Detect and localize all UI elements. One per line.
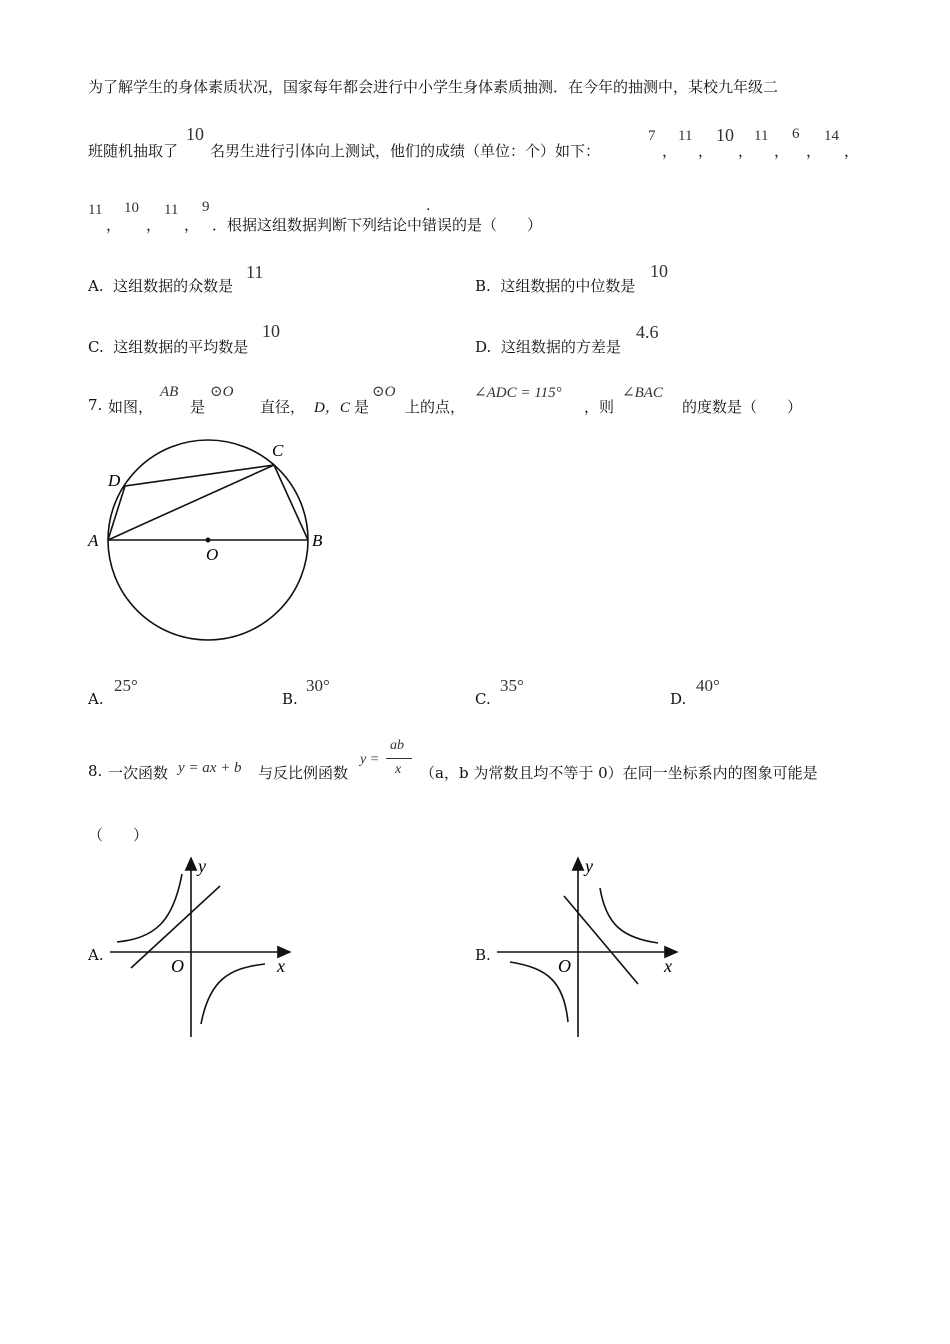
q6-score: 10 [716, 125, 734, 145]
q6-score: 6 [792, 126, 800, 142]
q8-graph-b[interactable] [492, 852, 692, 1042]
q7-ab: AB [160, 384, 179, 400]
q8-f1: y = ax + b [178, 760, 242, 776]
q8-graph-a[interactable] [105, 852, 305, 1042]
q6-line3-post [212, 214, 542, 235]
label-a: A [88, 531, 99, 550]
q6-line3-text: ．根据这组数据判断下列结论中 [212, 216, 423, 234]
q6-line1: 为了解学生的身体素质状况，国家每年都会进行中小学生身体素质抽测．在今年的抽测中，某校九年级二 [88, 78, 779, 96]
q7-circle-figure [80, 430, 340, 650]
q7-dc: D，C [314, 400, 350, 416]
q7-option-a-label[interactable]: A. [88, 690, 104, 708]
q6-sep: ， [698, 142, 714, 160]
option-label: B. [475, 277, 491, 295]
q8-num: 8. [88, 762, 103, 780]
q6-line2-pre: 班随机抽取了 [88, 142, 179, 160]
option-label: D. [475, 338, 492, 356]
q6-score: 14 [824, 128, 839, 144]
q6-sep: ， [738, 142, 754, 160]
q6-score: 9 [202, 199, 210, 215]
q6-score: 11 [678, 128, 693, 144]
q7-option-c-value: 35° [500, 676, 524, 695]
q6-option-d[interactable] [475, 336, 621, 357]
q7-text: 的度数是（ ） [682, 398, 803, 416]
q7-option-d-value: 40° [696, 676, 720, 695]
label-b: B [312, 531, 323, 550]
q7-option-a-value: 25° [114, 676, 138, 695]
q6-sample-n: 10 [186, 124, 204, 144]
q6-sep: ， [146, 216, 162, 234]
q6-score: 10 [124, 200, 139, 216]
q8-fraction-bar [386, 758, 412, 759]
label-d: D [108, 471, 121, 490]
hyperbola-branch [117, 874, 182, 942]
origin-label: O [558, 956, 571, 976]
q8-f2-den: x [395, 762, 402, 777]
q7-option-b-label[interactable]: B. [282, 690, 298, 708]
option-label: A. [88, 277, 104, 295]
q7-angle: ∠ADC = 115° [474, 385, 562, 401]
axis-x-label: x [277, 956, 285, 976]
q7-circle: ⊙O [210, 384, 234, 400]
q8-text: （a，b 为常数且均不等于 0）在同一坐标系内的图象可能是 [420, 764, 818, 782]
q8-option-a-label[interactable]: A. [88, 946, 104, 964]
q6-sep: ， [774, 142, 790, 160]
q7-option-b-value: 30° [306, 676, 330, 695]
q6-emphasis: 错误 [422, 216, 453, 234]
q7-text: 是 [190, 398, 206, 416]
label-o: O [206, 545, 219, 564]
segment-cb [274, 465, 308, 540]
q7-circle2: ⊙O [372, 384, 396, 400]
q7-angle2: ∠BAC [622, 385, 663, 401]
q7-text: 是 [354, 398, 370, 416]
axis-y-label: y [198, 856, 206, 876]
q7-text: 上的点， [405, 398, 466, 416]
q6-sep: ， [106, 216, 122, 234]
q6-sep: ， [806, 142, 822, 160]
option-text: 这组数据的中位数是 [500, 277, 636, 295]
origin-label: O [171, 956, 184, 976]
q7-option-c-label[interactable]: C. [475, 690, 491, 708]
q6-score: 11 [88, 202, 103, 218]
q6-line3-end: 的是（ ） [452, 216, 543, 234]
q6-sep: ， [844, 142, 860, 160]
q6-option-b[interactable] [475, 275, 635, 296]
q8-f2-lhs: y = [360, 752, 380, 767]
q6-option-c-value: 10 [262, 321, 280, 341]
segment-ad [108, 486, 125, 540]
q7-text: 直径， [260, 398, 306, 416]
q6-line2-mid: 名男生进行引体向上测试，他们的成绩（单位：个）如下： [210, 142, 601, 160]
q7-text: ，则 [584, 398, 615, 416]
q8-text: 一次函数 [108, 764, 169, 782]
q8-f2-num: ab [390, 738, 404, 753]
q6-option-d-value: 4.6 [636, 322, 659, 342]
q6-score: 11 [754, 128, 769, 144]
q8-paren: （ ） [88, 826, 149, 844]
label-c: C [272, 441, 284, 460]
q6-score: 11 [164, 202, 179, 218]
option-text: 这组数据的方差是 [500, 338, 621, 356]
axis-y-label: y [585, 856, 593, 876]
q7-option-d-label[interactable]: D. [670, 690, 687, 708]
linear-line [564, 896, 638, 984]
center-point [206, 538, 211, 543]
q8-option-b-label[interactable]: B. [475, 946, 491, 964]
option-label: C. [88, 338, 104, 356]
hyperbola-branch [201, 964, 265, 1024]
q6-score: 7 [648, 128, 656, 144]
q7-text: 如图， [108, 398, 154, 416]
q8-text: 与反比例函数 [258, 764, 349, 782]
axis-x-label: x [664, 956, 672, 976]
option-text: 这组数据的众数是 [113, 277, 234, 295]
q6-option-a-value: 11 [246, 262, 264, 282]
q6-sep: ， [184, 216, 200, 234]
q6-option-c[interactable] [88, 336, 248, 357]
q6-option-a[interactable] [88, 275, 233, 296]
q6-option-b-value: 10 [650, 261, 668, 281]
hyperbola-branch [600, 888, 658, 943]
option-text: 这组数据的平均数是 [113, 338, 249, 356]
q7-num: 7. [88, 396, 103, 414]
q6-sep: ， [662, 142, 678, 160]
